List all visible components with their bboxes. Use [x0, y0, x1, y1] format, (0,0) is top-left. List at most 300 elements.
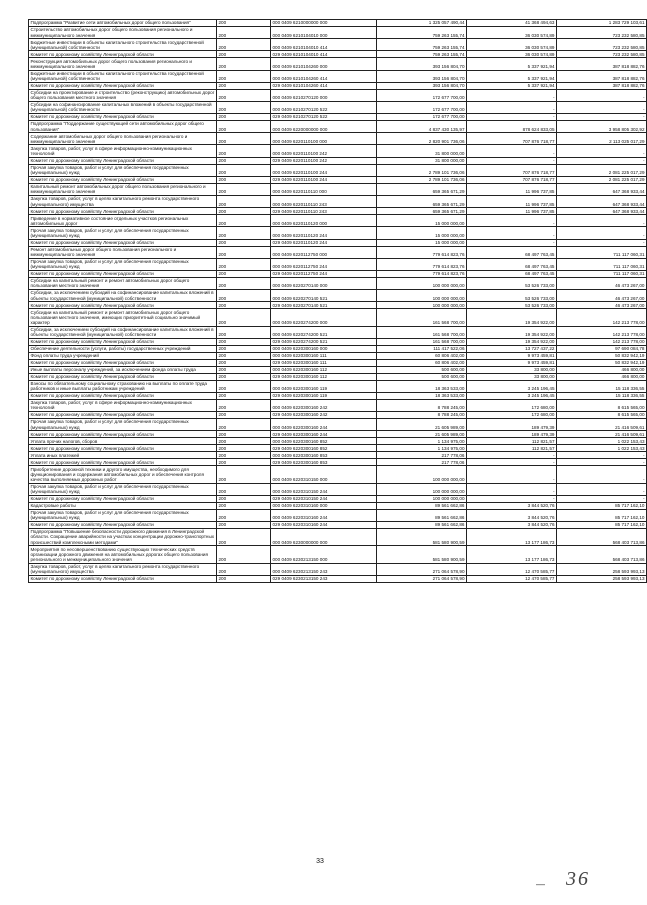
table-row: [29, 145, 647, 157]
row-line-code: 200: [217, 345, 271, 352]
row-approved-amount: 659 365 671,29: [377, 183, 467, 195]
row-line-code: 200: [217, 412, 271, 419]
row-name: Комитет по дорожному хозяйству Ленинградской области: [29, 392, 217, 399]
row-line-code: 200: [217, 121, 271, 133]
row-approved-amount: 581 580 900,59: [377, 528, 467, 545]
budget-table-body: [29, 20, 647, 583]
row-unexecuted-amount: 723 232 580,85: [557, 51, 647, 58]
row-approved-amount: 21 605 989,00: [377, 431, 467, 438]
table-row: [29, 373, 647, 380]
row-approved-amount: 500 600,00: [377, 373, 467, 380]
table-row: [29, 208, 647, 215]
row-executed-amount: 3 245 196,45: [467, 380, 557, 392]
row-approved-amount: 217 778,06: [377, 459, 467, 466]
row-name: Субсидии на капитальный ремонт и ремонт автомобильных дорог общего пользования местного значения, имеющих приоритетный социально значимый характер: [29, 309, 217, 326]
row-executed-amount: 11 996 737,85: [467, 195, 557, 207]
row-budget-code: 000 0409 6210104260 414: [271, 70, 377, 82]
row-executed-amount: 53 526 733,00: [467, 277, 557, 289]
row-approved-amount: 18 363 533,00: [377, 380, 467, 392]
row-name: Бюджетные инвестиции в объекты капитального строительства государственной (муниципальной) собственности: [29, 70, 217, 82]
row-budget-code: 029 0409 6210104260 414: [271, 82, 377, 89]
row-approved-amount: 161 568 700,00: [377, 338, 467, 345]
row-approved-amount: 89 561 662,86: [377, 502, 467, 509]
row-approved-amount: 393 156 804,70: [377, 82, 467, 89]
row-name: Прочая закупка товаров, работ и услуг для обеспечения государственных (муниципальных) нужд: [29, 227, 217, 239]
row-name: Субсидии, за исключением субсидий на софинансирование капитальных вложений в объекты государственной (муниципальной) собственности: [29, 326, 217, 338]
row-unexecuted-amount: 1 283 729 103,61: [557, 20, 647, 27]
stamp-dash: —: [536, 879, 545, 889]
row-name: Комитет по дорожному хозяйству Ленинградской области: [29, 359, 217, 366]
row-unexecuted-amount: 8 615 565,00: [557, 399, 647, 411]
row-approved-amount: 100 000 000,00: [377, 495, 467, 502]
row-unexecuted-amount: 1 022 153,43: [557, 445, 647, 452]
table-row: [29, 82, 647, 89]
row-name: Субсидии на проектирование и строительство (реконструкцию) автомобильных дорог общего пользования местного значения: [29, 89, 217, 101]
row-approved-amount: 31 800 000,00: [377, 145, 467, 157]
row-executed-amount: 3 844 520,76: [467, 509, 557, 521]
row-executed-amount: 53 526 733,00: [467, 302, 557, 309]
table-row: [29, 20, 647, 27]
table-row: [29, 380, 647, 392]
row-executed-amount: 878 624 833,05: [467, 121, 557, 133]
row-line-code: 200: [217, 483, 271, 495]
row-line-code: 200: [217, 399, 271, 411]
row-name: Комитет по дорожному хозяйству Ленинградской области: [29, 495, 217, 502]
row-executed-amount: 19 354 922,00: [467, 309, 557, 326]
row-name: Комитет по дорожному хозяйству Ленинградской области: [29, 338, 217, 345]
row-budget-code: 029 0409 6220300160 119: [271, 392, 377, 399]
table-row: [29, 509, 647, 521]
row-approved-amount: 111 417 522,06: [377, 345, 467, 352]
row-approved-amount: 2 789 101 736,06: [377, 164, 467, 176]
row-line-code: 200: [217, 270, 271, 277]
row-unexecuted-amount: 258 593 993,13: [557, 575, 647, 582]
table-row: [29, 445, 647, 452]
table-row: [29, 290, 647, 302]
row-approved-amount: 759 263 155,74: [377, 26, 467, 38]
table-row: [29, 466, 647, 483]
row-unexecuted-amount: -: [557, 145, 647, 157]
row-executed-amount: 19 354 922,00: [467, 326, 557, 338]
row-approved-amount: 271 064 578,90: [377, 563, 467, 575]
row-name: Комитет по дорожному хозяйству Ленинградской области: [29, 208, 217, 215]
table-row: [29, 195, 647, 207]
row-line-code: 200: [217, 431, 271, 438]
row-unexecuted-amount: -: [557, 157, 647, 164]
row-approved-amount: 161 568 700,00: [377, 326, 467, 338]
row-name: Субсидии на софинансирование капитальных вложений в объекты государственной (муниципальной) собственности: [29, 101, 217, 113]
row-executed-amount: 707 876 718,77: [467, 164, 557, 176]
row-line-code: 200: [217, 26, 271, 38]
row-approved-amount: 100 000 000,00: [377, 290, 467, 302]
row-executed-amount: -: [467, 89, 557, 101]
row-line-code: 200: [217, 373, 271, 380]
table-row: [29, 121, 647, 133]
row-approved-amount: 581 580 900,59: [377, 546, 467, 563]
row-unexecuted-amount: -: [557, 483, 647, 495]
table-row: [29, 326, 647, 338]
row-unexecuted-amount: -: [557, 215, 647, 227]
row-budget-code: 000 0409 6220300160 111: [271, 352, 377, 359]
table-row: [29, 164, 647, 176]
row-approved-amount: 759 263 155,74: [377, 51, 467, 58]
table-row: [29, 309, 647, 326]
table-row: [29, 546, 647, 563]
row-unexecuted-amount: 15 118 336,55: [557, 392, 647, 399]
table-row: [29, 521, 647, 528]
row-name: Комитет по дорожному хозяйству Ленинградской области: [29, 51, 217, 58]
row-budget-code: 029 0409 6220300160 112: [271, 373, 377, 380]
row-unexecuted-amount: 85 717 162,10: [557, 502, 647, 509]
row-executed-amount: -: [467, 459, 557, 466]
row-name: Содержание автомобильных дорог общего пользования регионального и межмуниципального значения: [29, 133, 217, 145]
row-line-code: 200: [217, 326, 271, 338]
row-unexecuted-amount: 647 368 933,44: [557, 195, 647, 207]
row-approved-amount: 89 561 662,86: [377, 521, 467, 528]
table-row: [29, 452, 647, 459]
row-approved-amount: 217 778,06: [377, 452, 467, 459]
row-line-code: 200: [217, 563, 271, 575]
row-line-code: 200: [217, 502, 271, 509]
row-line-code: 200: [217, 352, 271, 359]
row-approved-amount: 161 568 700,00: [377, 309, 467, 326]
table-row: [29, 431, 647, 438]
row-budget-code: 000 0409 6220274200 521: [271, 326, 377, 338]
row-executed-amount: 53 526 733,00: [467, 290, 557, 302]
row-approved-amount: 4 837 430 135,97: [377, 121, 467, 133]
row-name: Субсидии, за исключением субсидий на софинансирование капитальных вложений в объекты государственной (муниципальной) собственности: [29, 290, 217, 302]
row-approved-amount: 100 000 000,00: [377, 466, 467, 483]
row-name: Прочая закупка товаров, работ и услуг для обеспечения государственных (муниципальных) нужд: [29, 419, 217, 431]
row-executed-amount: 707 876 718,77: [467, 133, 557, 145]
row-name: Подпрограмма "Поддержание существующей сети автомобильных дорог общего пользования": [29, 121, 217, 133]
table-row: [29, 563, 647, 575]
row-unexecuted-amount: -: [557, 459, 647, 466]
row-executed-amount: 68 497 763,45: [467, 258, 557, 270]
row-name: Взносы по обязательному социальному страхованию на выплаты по оплате труда работников и иные выплаты работникам учреждений: [29, 380, 217, 392]
row-budget-code: 029 0409 6220112750 244: [271, 270, 377, 277]
row-line-code: 200: [217, 459, 271, 466]
row-line-code: 200: [217, 164, 271, 176]
row-unexecuted-amount: 50 832 942,19: [557, 359, 647, 366]
row-line-code: 200: [217, 176, 271, 183]
row-name: Прочая закупка товаров, работ и услуг для обеспечения государственных (муниципальных) нужд: [29, 509, 217, 521]
row-name: Комитет по дорожному хозяйству Ленинградской области: [29, 575, 217, 582]
row-budget-code: 000 0409 6220110120 244: [271, 227, 377, 239]
row-budget-code: 000 0409 6220300160 000: [271, 345, 377, 352]
row-name: Комитет по дорожному хозяйству Ленинградской области: [29, 239, 217, 246]
table-row: [29, 26, 647, 38]
row-unexecuted-amount: 258 593 993,13: [557, 563, 647, 575]
row-approved-amount: 779 614 823,76: [377, 258, 467, 270]
row-unexecuted-amount: -: [557, 227, 647, 239]
row-executed-amount: 41 368 494,63: [467, 20, 557, 27]
row-name: Кадастровые работы: [29, 502, 217, 509]
row-line-code: 200: [217, 509, 271, 521]
row-executed-amount: 36 030 574,89: [467, 26, 557, 38]
row-budget-code: 000 0409 6210270120 000: [271, 89, 377, 101]
row-executed-amount: 5 337 921,94: [467, 70, 557, 82]
table-row: [29, 215, 647, 227]
row-budget-code: 000 0409 6230213150 243: [271, 563, 377, 575]
row-executed-amount: 189 479,39: [467, 419, 557, 431]
row-line-code: 200: [217, 157, 271, 164]
row-approved-amount: 779 614 823,76: [377, 246, 467, 258]
row-line-code: 200: [217, 89, 271, 101]
row-unexecuted-amount: 711 117 060,31: [557, 246, 647, 258]
row-line-code: 200: [217, 195, 271, 207]
row-name: Ремонт автомобильных дорог общего пользования регионального и межмуниципального значения: [29, 246, 217, 258]
row-budget-code: 000 0409 6220270140 521: [271, 290, 377, 302]
row-unexecuted-amount: 711 117 060,31: [557, 270, 647, 277]
row-approved-amount: 659 365 671,29: [377, 208, 467, 215]
row-name: Прочая закупка товаров, работ и услуг для обеспечения государственных (муниципальных) нужд: [29, 483, 217, 495]
row-budget-code: 000 0409 6220112750 244: [271, 258, 377, 270]
row-budget-code: 029 0409 6220300160 852: [271, 445, 377, 452]
table-row: [29, 359, 647, 366]
row-name: Комитет по дорожному хозяйству Ленинградской области: [29, 114, 217, 121]
row-budget-code: 000 0409 6220300160 853: [271, 452, 377, 459]
row-executed-amount: 3 245 196,45: [467, 392, 557, 399]
row-executed-amount: -: [467, 145, 557, 157]
row-name: Уплата иных платежей: [29, 452, 217, 459]
row-budget-code: 029 0409 6220270140 521: [271, 302, 377, 309]
row-unexecuted-amount: 1 022 153,43: [557, 438, 647, 445]
row-budget-code: 000 0409 6220310150 244: [271, 483, 377, 495]
table-row: [29, 39, 647, 51]
row-approved-amount: 1 134 975,00: [377, 438, 467, 445]
row-line-code: 200: [217, 145, 271, 157]
table-row: [29, 483, 647, 495]
row-budget-code: 000 0409 6220310160 000: [271, 502, 377, 509]
row-executed-amount: 9 973 459,81: [467, 352, 557, 359]
row-unexecuted-amount: -: [557, 452, 647, 459]
row-line-code: 200: [217, 51, 271, 58]
row-unexecuted-amount: -: [557, 495, 647, 502]
row-budget-code: 000 0409 6220310160 244: [271, 509, 377, 521]
row-budget-code: 029 0409 6220110100 242: [271, 157, 377, 164]
row-approved-amount: 393 156 804,70: [377, 58, 467, 70]
row-name: Субсидии на капитальный ремонт и ремонт автомобильных дорог общего пользования местного значения: [29, 277, 217, 289]
table-row: [29, 277, 647, 289]
row-approved-amount: 172 677 700,00: [377, 114, 467, 121]
row-budget-code: 000 0409 6220110100 000: [271, 133, 377, 145]
row-approved-amount: 15 000 000,00: [377, 215, 467, 227]
table-row: [29, 176, 647, 183]
row-executed-amount: -: [467, 466, 557, 483]
table-row: [29, 419, 647, 431]
row-unexecuted-amount: 568 403 713,86: [557, 546, 647, 563]
row-unexecuted-amount: 466 800,00: [557, 373, 647, 380]
table-row: [29, 575, 647, 582]
row-approved-amount: 1 325 057 490,44: [377, 20, 467, 27]
row-budget-code: 029 0409 6220300160 242: [271, 412, 377, 419]
row-unexecuted-amount: 46 473 267,00: [557, 277, 647, 289]
table-row: [29, 345, 647, 352]
row-budget-code: 029 0409 6210270120 522: [271, 114, 377, 121]
row-name: Мероприятия по несовершенствованию существующих технических средств организации дорожного движения на автомобильных дорогах общего пользования регионального и межмуниципального значения: [29, 546, 217, 563]
row-executed-amount: -: [467, 227, 557, 239]
row-budget-code: 000 0409 6210270120 522: [271, 101, 377, 113]
table-row: [29, 227, 647, 239]
row-approved-amount: 100 000 000,00: [377, 302, 467, 309]
row-budget-code: 000 0409 6220274200 000: [271, 309, 377, 326]
row-executed-amount: -: [467, 215, 557, 227]
row-name: Капитальный ремонт автомобильных дорог общего пользования регионального и межмуниципального значения: [29, 183, 217, 195]
row-executed-amount: -: [467, 157, 557, 164]
row-line-code: 200: [217, 20, 271, 27]
row-unexecuted-amount: -: [557, 114, 647, 121]
row-line-code: 200: [217, 208, 271, 215]
row-budget-code: 029 0409 6220310160 244: [271, 521, 377, 528]
row-executed-amount: -: [467, 101, 557, 113]
row-approved-amount: 2 789 101 736,06: [377, 176, 467, 183]
row-line-code: 200: [217, 366, 271, 373]
table-row: [29, 58, 647, 70]
row-line-code: 200: [217, 452, 271, 459]
row-approved-amount: 779 614 823,76: [377, 270, 467, 277]
row-unexecuted-amount: -: [557, 239, 647, 246]
table-row: [29, 246, 647, 258]
row-name: Обеспечение деятельности (услуги, работы) государственных учреждений: [29, 345, 217, 352]
row-name: Комитет по дорожному хозяйству Ленинградской области: [29, 176, 217, 183]
row-line-code: 200: [217, 215, 271, 227]
row-unexecuted-amount: 3 958 805 302,92: [557, 121, 647, 133]
row-unexecuted-amount: 647 368 933,44: [557, 183, 647, 195]
row-approved-amount: 15 000 000,00: [377, 227, 467, 239]
row-line-code: 200: [217, 419, 271, 431]
row-line-code: 200: [217, 70, 271, 82]
row-unexecuted-amount: 46 473 267,00: [557, 302, 647, 309]
row-budget-code: 029 0409 6220310150 244: [271, 495, 377, 502]
row-executed-amount: 3 844 520,76: [467, 502, 557, 509]
row-budget-code: 000 0409 6220300160 852: [271, 438, 377, 445]
row-budget-code: 029 0409 6220300160 853: [271, 459, 377, 466]
table-row: [29, 70, 647, 82]
row-line-code: 200: [217, 302, 271, 309]
table-row: [29, 338, 647, 345]
row-approved-amount: 759 263 155,74: [377, 39, 467, 51]
row-line-code: 200: [217, 239, 271, 246]
row-executed-amount: 112 821,57: [467, 438, 557, 445]
table-row: [29, 157, 647, 164]
row-executed-amount: 172 680,00: [467, 399, 557, 411]
row-unexecuted-amount: 387 818 882,76: [557, 58, 647, 70]
row-line-code: 200: [217, 82, 271, 89]
row-unexecuted-amount: 85 717 162,10: [557, 509, 647, 521]
row-name: Прочая закупка товаров, работ и услуг для обеспечения государственных (муниципальных) нужд: [29, 164, 217, 176]
row-unexecuted-amount: -: [557, 101, 647, 113]
row-approved-amount: 60 806 402,00: [377, 359, 467, 366]
table-row: [29, 438, 647, 445]
table-row: [29, 114, 647, 121]
row-budget-code: 029 0409 6210104010 414: [271, 51, 377, 58]
table-row: [29, 270, 647, 277]
table-row: [29, 239, 647, 246]
row-budget-code: 000 0409 6220110120 000: [271, 215, 377, 227]
table-row: [29, 133, 647, 145]
row-budget-code: 029 0409 6220300160 244: [271, 431, 377, 438]
row-budget-code: 029 0409 6220274200 521: [271, 338, 377, 345]
page-number: 33: [316, 858, 324, 865]
row-unexecuted-amount: 15 118 336,55: [557, 380, 647, 392]
row-name: Закупка товаров, работ, услуг в целях капитального ремонта государственного (муниципального) имущества: [29, 195, 217, 207]
table-row: [29, 366, 647, 373]
row-executed-amount: 33 800,00: [467, 373, 557, 380]
row-name: Комитет по дорожному хозяйству Ленинградской области: [29, 82, 217, 89]
row-line-code: 200: [217, 227, 271, 239]
row-executed-amount: 68 497 763,45: [467, 270, 557, 277]
row-line-code: 200: [217, 183, 271, 195]
row-name: Приобретение дорожной техники и другого имущества, необходимого для функционирования и содержания автомобильных дорог и обеспечения контроля качества выполняемых дорожных работ: [29, 466, 217, 483]
row-unexecuted-amount: 2 113 025 017,29: [557, 133, 647, 145]
row-name: Закупка товаров, работ, услуг в сфере информационно-коммуникационных технологий: [29, 145, 217, 157]
row-unexecuted-amount: 85 717 162,10: [557, 521, 647, 528]
table-row: [29, 495, 647, 502]
row-executed-amount: 3 844 520,76: [467, 521, 557, 528]
row-unexecuted-amount: 142 213 778,00: [557, 338, 647, 345]
row-line-code: 200: [217, 466, 271, 483]
row-unexecuted-amount: 711 117 060,31: [557, 258, 647, 270]
row-approved-amount: 271 064 578,90: [377, 575, 467, 582]
row-budget-code: 000 0409 6210104010 414: [271, 39, 377, 51]
row-line-code: 200: [217, 338, 271, 345]
row-line-code: 200: [217, 575, 271, 582]
table-row: [29, 459, 647, 466]
row-approved-amount: 21 605 989,00: [377, 419, 467, 431]
row-name: Строительство автомобильных дорог общего пользования регионального и межмуниципального значения: [29, 26, 217, 38]
row-line-code: 200: [217, 114, 271, 121]
row-name: Комитет по дорожному хозяйству Ленинградской области: [29, 302, 217, 309]
row-name: Комитет по дорожному хозяйству Ленинградской области: [29, 431, 217, 438]
table-row: [29, 502, 647, 509]
row-name: Бюджетные инвестиции в объекты капитального строительства государственной (муниципальной) собственности: [29, 39, 217, 51]
table-row: [29, 302, 647, 309]
row-approved-amount: 31 800 000,00: [377, 157, 467, 164]
table-row: [29, 101, 647, 113]
row-name: Иные выплаты персоналу учреждений, за исключением фонда оплаты труда: [29, 366, 217, 373]
table-row: [29, 89, 647, 101]
row-line-code: 200: [217, 258, 271, 270]
row-approved-amount: 18 363 533,00: [377, 392, 467, 399]
row-executed-amount: -: [467, 239, 557, 246]
row-unexecuted-amount: 723 232 580,85: [557, 26, 647, 38]
row-budget-code: 029 0409 6220110110 243: [271, 208, 377, 215]
table-row: [29, 528, 647, 545]
row-executed-amount: 12 470 585,77: [467, 575, 557, 582]
row-unexecuted-amount: 387 818 882,76: [557, 70, 647, 82]
row-unexecuted-amount: 142 213 778,00: [557, 326, 647, 338]
row-line-code: 200: [217, 495, 271, 502]
row-name: Комитет по дорожному хозяйству Ленинградской области: [29, 157, 217, 164]
row-unexecuted-amount: 21 416 509,61: [557, 419, 647, 431]
row-name: Фонд оплаты труда учреждений: [29, 352, 217, 359]
row-executed-amount: 5 337 921,94: [467, 82, 557, 89]
row-name: Комитет по дорожному хозяйству Ленинградской области: [29, 521, 217, 528]
row-budget-code: 000 0409 6220310150 000: [271, 466, 377, 483]
row-approved-amount: 8 788 245,00: [377, 412, 467, 419]
row-unexecuted-amount: 466 800,00: [557, 366, 647, 373]
table-row: [29, 258, 647, 270]
row-name: Подпрограмма "Повышение безопасности дорожного движения в Ленинградской области. Сокращение аварийности на участках концентрации дорожно-транспортных происшествий комплексными методами": [29, 528, 217, 545]
row-name: Приведение в нормативное состояние отдельных участков региональных автомобильных дорог: [29, 215, 217, 227]
table-row: [29, 51, 647, 58]
row-budget-code: 029 0409 6220110100 244: [271, 176, 377, 183]
row-approved-amount: 500 600,00: [377, 366, 467, 373]
row-approved-amount: 60 806 402,00: [377, 352, 467, 359]
row-line-code: 200: [217, 438, 271, 445]
row-budget-code: 000 0409 6220110100 242: [271, 145, 377, 157]
